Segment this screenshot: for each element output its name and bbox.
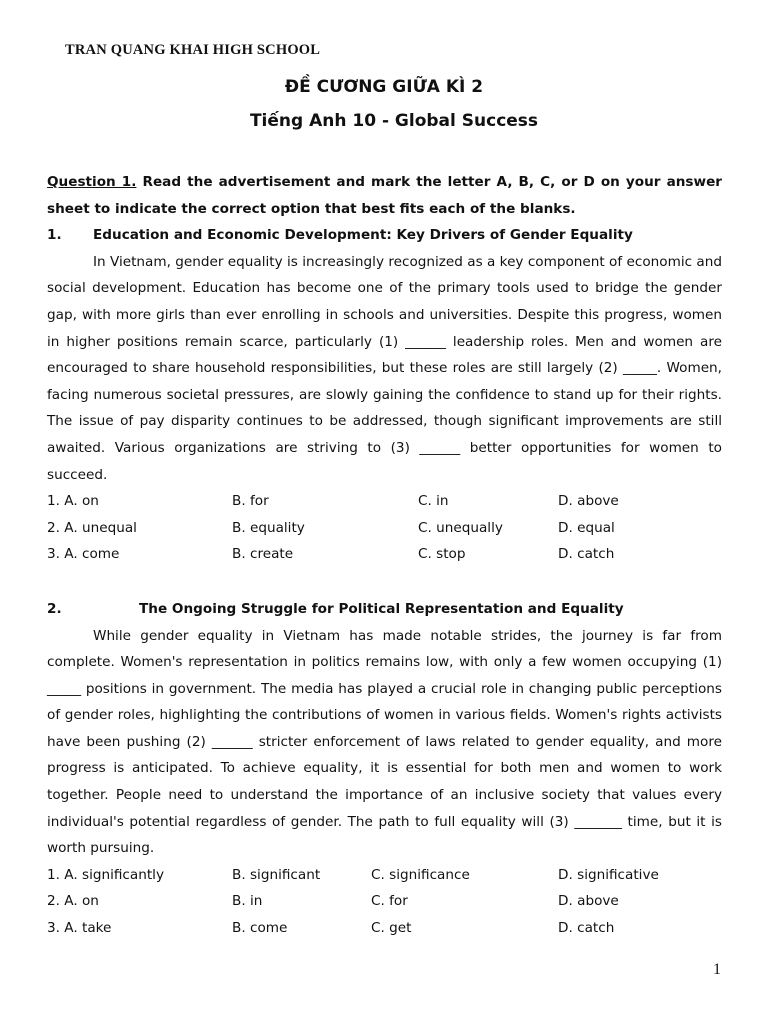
spacer: [47, 568, 722, 596]
section-2-number: 2.: [47, 600, 62, 617]
option-c: C. unequally: [418, 519, 503, 536]
option-b: B. in: [232, 893, 263, 910]
page-number: 1: [713, 961, 721, 978]
option-d: D. equal: [558, 519, 615, 536]
section-1-heading: [47, 222, 722, 249]
option-b: B. equality: [232, 519, 305, 536]
school-name: TRAN QUANG KHAI HIGH SCHOOL: [65, 42, 321, 58]
option-b: B. for: [232, 493, 269, 510]
section-1-option-row: [47, 541, 722, 568]
section-2-option-row: [47, 915, 722, 942]
section-1-option-row: [47, 488, 722, 515]
option-c: C. significance: [371, 866, 470, 883]
document-subtitle: Tiếng Anh 10 - Global Success: [249, 111, 539, 131]
section-2-option-row: [47, 888, 722, 915]
option-a: 3. A. take: [47, 920, 112, 937]
option-d: D. above: [558, 893, 619, 910]
section-2-heading: [47, 596, 722, 623]
option-b: B. significant: [232, 866, 321, 883]
section-1-option-row: [47, 515, 722, 542]
section-1-title: Education and Economic Development: Key Drivers of Gender Equality: [93, 227, 633, 244]
option-d: D. catch: [558, 546, 615, 563]
section-1-passage: In Vietnam, gender equality is increasingly recognized as a key component of economic and social development. Education has become one of the primary tools used to bridge the gender gap, with more girls than ever enrolling in schools and universities. Despite this progress, women in higher positions remain scarce, particularly (1) ______ leadership roles. Men and women are encouraged to share household responsibilities, but these roles are still largely (2) _____. Women, facing numerous societal pressures, are slowly gaining the confidence to stand up for their rights. The issue of pay disparity continues to be addressed, though significant improvements are still awaited. Various organizations are striving to (3) ______ better opportunities for women to succeed.: [47, 253, 722, 483]
section-2-passage: While gender equality in Vietnam has made notable strides, the journey is far from complete. Women's representation in politics remains low, with only a few women occupying (1) _____ positions in government. The media has played a crucial role in changing public perceptions of gender roles, highlighting the contributions of women in various fields. Women's rights activists have been pushing (2) ______ stricter enforcement of laws related to gender equality, and more progress is anticipated. To achieve equality, it is essential for both men and women to work together. People need to understand the importance of an inclusive society that values every individual's potential regardless of gender. The path to full equality will (3) _______ time, but it is worth pursuing.: [47, 627, 722, 857]
question-instruction: [47, 169, 722, 222]
option-c: C. in: [418, 493, 449, 510]
option-d: D. above: [558, 493, 619, 510]
section-2-option-row: [47, 862, 722, 889]
question-instruction-text: Read the advertisement and mark the letter A, B, C, or D on your answer sheet to indicate the correct option that best fits each of the blanks.: [47, 174, 722, 217]
document-title: ĐỀ CƯƠNG GIỮA KÌ 2: [284, 77, 484, 97]
option-c: C. stop: [418, 546, 466, 563]
option-c: C. for: [371, 893, 408, 910]
option-d: D. significative: [558, 866, 659, 883]
option-b: B. come: [232, 920, 288, 937]
option-c: C. get: [371, 920, 412, 937]
question-label: Question 1.: [47, 174, 137, 190]
document-content: [47, 169, 722, 942]
section-2-title: The Ongoing Struggle for Political Representation and Equality: [139, 600, 624, 617]
option-b: B. create: [232, 546, 294, 563]
option-a: 1. A. significantly: [47, 866, 165, 883]
option-a: 2. A. on: [47, 893, 99, 910]
section-1-number: 1.: [47, 227, 62, 244]
option-a: 2. A. unequal: [47, 519, 137, 536]
option-a: 1. A. on: [47, 493, 99, 510]
option-a: 3. A. come: [47, 546, 120, 563]
option-d: D. catch: [558, 920, 615, 937]
